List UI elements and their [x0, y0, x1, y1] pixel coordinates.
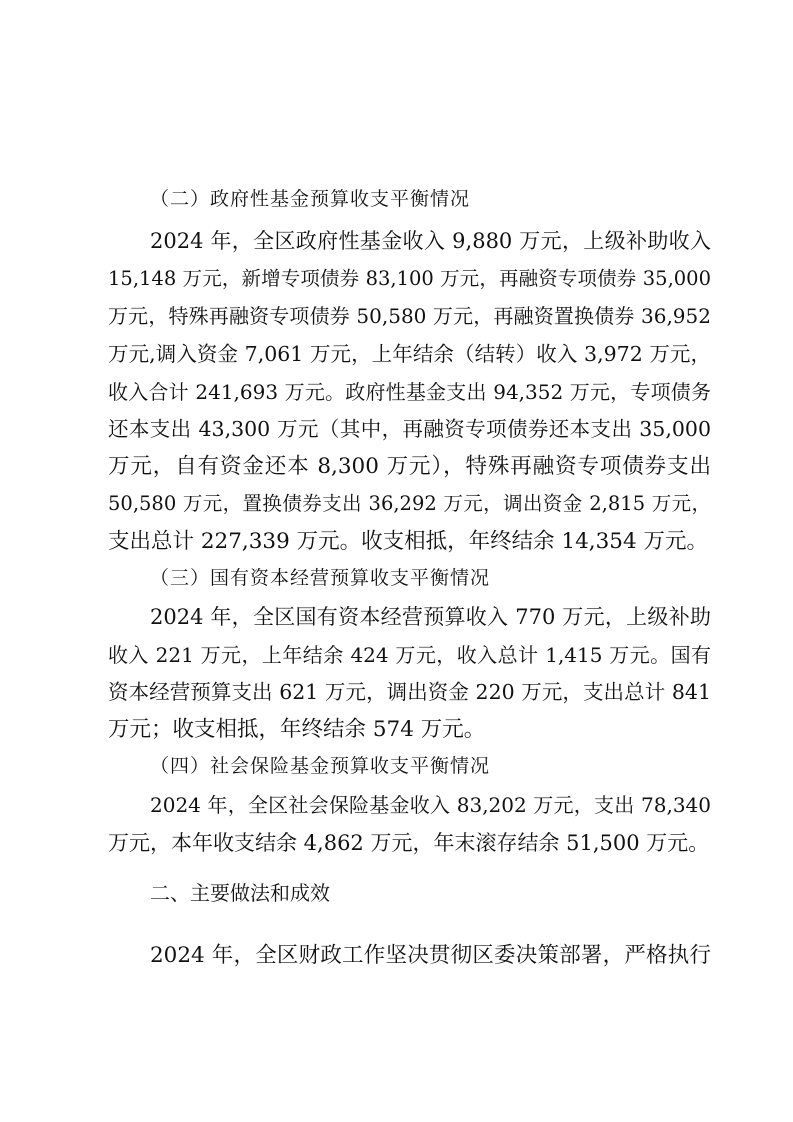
paragraph-line: 支出总计 227,339 万元。收支相抵，年终结余 14,354 万元。: [108, 529, 708, 554]
paragraph-line: 万元，本年收支结余 4,862 万元，年末滚存结余 51,500 万元。: [108, 831, 710, 855]
paragraph-line: 2024 年，全区财政工作坚决贯彻区委决策部署，严格执行: [150, 943, 711, 968]
subheading-section-3: （三）国有资本经营预算收支平衡情况: [150, 567, 491, 589]
paragraph-line: 万元，自有资金还本 8,300 万元），特殊再融资专项债券支出: [108, 454, 711, 479]
paragraph-line: 50,580 万元，置换债券支出 36,292 万元，调出资金 2,815 万元，: [108, 492, 711, 515]
paragraph-line: 万元,调入资金 7,061 万元，上年结余（结转）收入 3,972 万元，: [108, 342, 711, 366]
subheading-section-4: （四）社会保险基金预算收支平衡情况: [150, 755, 491, 777]
paragraph-line: 收入合计 241,693 万元。政府性基金支出 94,352 万元，专项债务: [108, 380, 711, 404]
paragraph-line: 万元，特殊再融资专项债券 50,580 万元，再融资置换债券 36,952: [108, 304, 711, 328]
paragraph-line: 万元；收支相抵，年终结余 574 万元。: [108, 717, 486, 742]
paragraph-line: 2024 年，全区社会保险基金收入 83,202 万元，支出 78,340: [150, 793, 711, 817]
paragraph-line: 15,148 万元，新增专项债券 83,100 万元，再融资专项债券 35,000: [108, 267, 711, 290]
paragraph-line: 还本支出 43,300 万元（其中，再融资专项债券还本支出 35,000: [108, 417, 711, 441]
paragraph-line: 收入 221 万元，上年结余 424 万元，收入总计 1,415 万元。国有: [108, 643, 711, 667]
paragraph-line: 2024 年，全区政府性基金收入 9,880 万元，上级补助收入: [150, 229, 711, 253]
paragraph-line: 资本经营预算支出 621 万元，调出资金 220 万元，支出总计 841: [108, 680, 711, 704]
section-heading-part-2: 二、主要做法和成效: [150, 881, 330, 905]
subheading-section-2: （二）政府性基金预算收支平衡情况: [150, 188, 471, 210]
paragraph-line: 2024 年，全区国有资本经营预算收入 770 万元，上级补助: [150, 605, 711, 629]
